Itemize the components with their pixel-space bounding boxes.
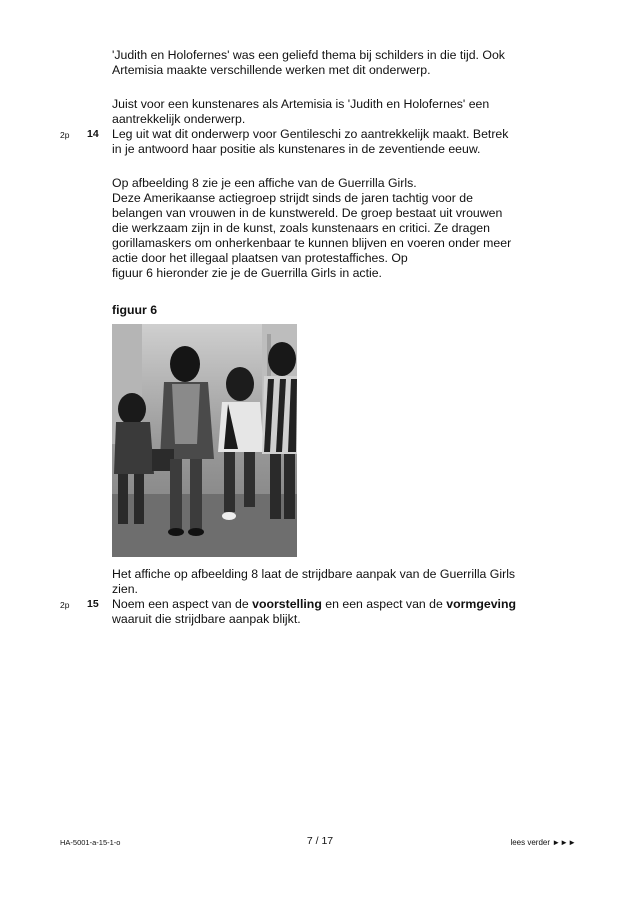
figure-label: figuur 6 (112, 303, 158, 317)
question-text-line: in je antwoord haar positie als kunstenares in de zeventiende eeuw. (112, 142, 481, 156)
body-text-line: actie door het illegaal plaatsen van protestaffiches. Op (112, 251, 408, 265)
body-text-line: aantrekkelijk onderwerp. (112, 112, 246, 126)
body-text-line: zien. (112, 582, 138, 596)
guerrilla-girls-photo (112, 324, 297, 557)
question-text-line: Leg uit wat dit onderwerp voor Gentileschi zo aantrekkelijk maakt. Betrek (112, 127, 509, 141)
body-text-line: Op afbeelding 8 zie je een affiche van de Guerrilla Girls. (112, 176, 417, 190)
page-number: 7 / 17 (306, 835, 334, 847)
body-text-line: Deze Amerikaanse actiegroep strijdt sinds de jaren tachtig voor de (112, 191, 473, 205)
bold-term-vormgeving: vormgeving (446, 597, 516, 611)
exam-code: HA-5001-a-15-1-o (60, 838, 121, 847)
bold-term-voorstelling: voorstelling (252, 597, 322, 611)
question-number: 15 (87, 598, 99, 610)
body-text-line: die werkzaam zijn in de kunst, zoals kunstenaars en critici. Ze dragen (112, 221, 490, 235)
body-text-line: gorillamaskers om onherkenbaar te kunnen blijven en voeren onder meer (112, 236, 512, 250)
question-points: 2p (60, 600, 70, 610)
question-text: en een aspect van de (321, 597, 447, 611)
question-points: 2p (60, 130, 70, 140)
question-number: 14 (87, 128, 99, 140)
question-text-line: waaruit die strijdbare aanpak blijkt. (112, 612, 301, 626)
body-text-line: Het affiche op afbeelding 8 laat de strijdbare aanpak van de Guerrilla Girls (112, 567, 516, 581)
body-text-line: 'Judith en Holofernes' was een geliefd thema bij schilders in die tijd. Ook (112, 48, 505, 62)
body-text-line: Artemisia maakte verschillende werken met dit onderwerp. (112, 63, 431, 77)
body-text-line: figuur 6 hieronder zie je de Guerrilla Girls in actie. (112, 266, 382, 280)
question-text: Noem een aspect van de (112, 597, 253, 611)
question-text-line (112, 597, 516, 612)
body-text-line: belangen van vrouwen in de kunstwereld. De groep bestaat uit vrouwen (112, 206, 503, 220)
body-text-line: Juist voor een kunstenares als Artemisia is 'Judith en Holofernes' een (112, 97, 490, 111)
continue-indicator: lees verder ►►► (510, 838, 576, 847)
